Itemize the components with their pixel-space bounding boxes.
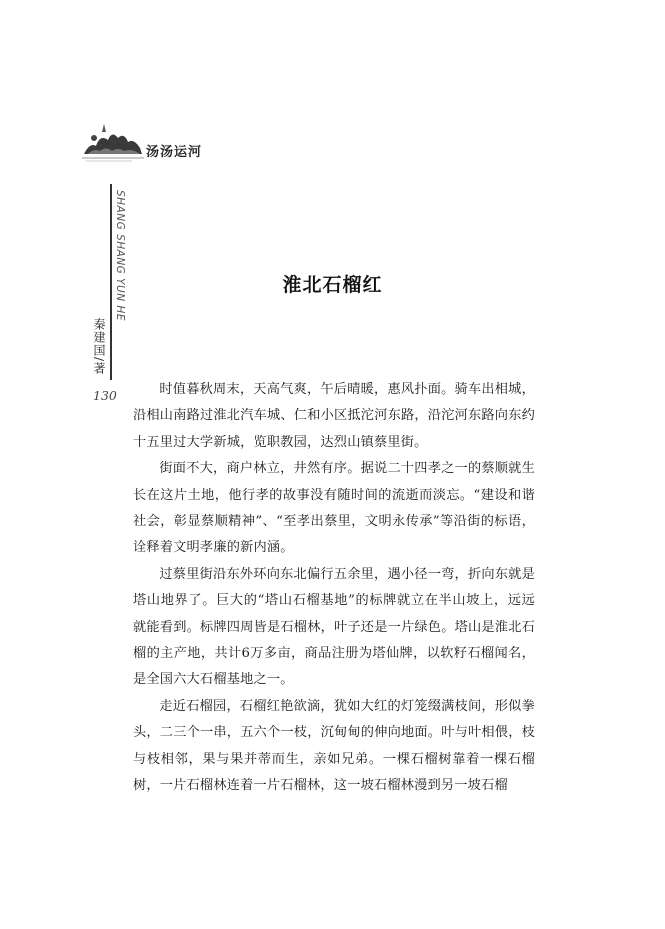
author-credit: 秦建国/著 [92,318,106,376]
paragraph: 过蔡里街沿东外环向东北偏行五余里，遇小径一弯，折向东就是塔山地界了。巨大的“塔山石榴基地”的标牌就立在半山坡上，远远就能看到。标牌四周皆是石榴林，叶子还是一片绿色。塔山是淮北石榴的主产地，共计6万多亩，商品注册为塔仙牌，以软籽石榴闻名，是全国六大石榴基地之一。 [133,566,535,688]
series-title-english: SHANG SHANG YUN HE [114,190,126,321]
article-body [133,377,535,800]
paragraph: 时值暮秋周末，天高气爽，午后晴暖，惠风扑面。骑车出相城，沿相山南路过淮北汽车城、仁和小区抵沱河东路，沿沱河东路向东约十五里过大学新城，览职教园，达烈山镇蔡里街。 [133,382,535,450]
page-number: 130 [93,388,117,403]
paragraph: 街面不大，商户林立，井然有序。据说二十四孝之一的蔡顺就生长在这片土地，他行孝的故事没有随时间的流逝而淡忘。“建设和谐社会，彰显蔡顺精神”、“至孝出蔡里，文明永传承”等沿街的标语，诠释着文明孝廉的新内涵。 [133,461,535,556]
article-title: 淮北石榴红 [282,274,383,296]
series-title: 汤汤运河 [146,145,203,160]
paragraph: 走近石榴园，石榴红艳欲滴，犹如大红的灯笼缀满枝间，形似拳头，二三个一串，五六个一枝，沉甸甸的伸向地面。叶与叶相偎，枝与枝相邻，果与果并蒂而生，亲如兄弟。一棵石榴树靠着一棵石榴树，一片石榴林连着一片石榴林，这一坡石榴林漫到另一坡石榴 [133,698,535,794]
ink-landscape-logo-icon [82,120,144,164]
